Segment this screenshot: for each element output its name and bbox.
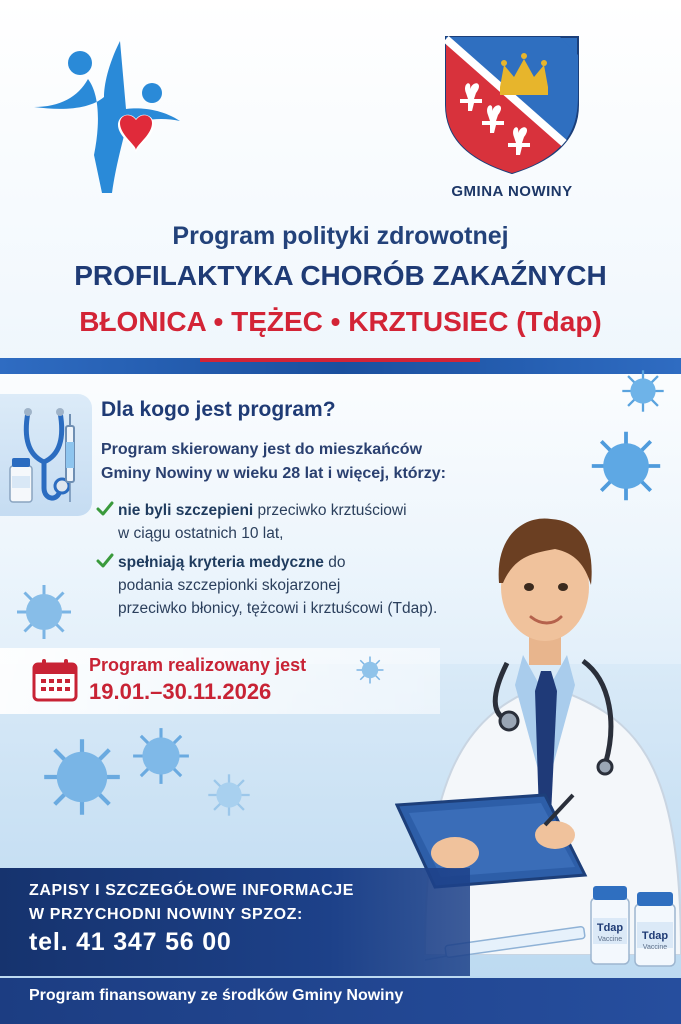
program-title: PROFILAKTYKA CHORÓB ZAKAŹNYCH [74, 260, 607, 291]
virus-icon [620, 368, 666, 414]
phone-number: tel. 41 347 56 00 [29, 928, 232, 956]
virus-icon [130, 725, 192, 787]
criteria-text: przeciwko krztuściowi [253, 502, 407, 519]
stethoscope-icon [4, 404, 90, 514]
vial-label: Tdap [641, 930, 669, 942]
divider-red-line [200, 358, 480, 362]
info-heading: Dla kogo jest program? [101, 398, 336, 421]
vial-sub: Vaccine [597, 936, 623, 943]
criteria-bold: spełniają kryteria medyczne [118, 554, 324, 571]
virus-icon [588, 428, 664, 504]
vial-icon [10, 458, 32, 502]
vial-label: Tdap [596, 922, 624, 934]
virus-icon [14, 582, 74, 642]
check-icon [96, 500, 114, 518]
virus-icon [355, 655, 385, 685]
virus-icon [40, 735, 124, 819]
criteria-text: do [323, 554, 346, 571]
contact-line2: W PRZYCHODNI NOWINY SPZOZ: [29, 906, 303, 923]
program-subtitle: Program polityki zdrowotnej [172, 222, 509, 250]
info-lead-line2: Gminy Nowiny w wieku 28 lat i więcej, którzy: [101, 465, 446, 482]
criteria-text: przeciwko błonicy, tężcowi i krztuścowi (Tdap). [118, 600, 438, 617]
info-lead-line1: Program skierowany jest do mieszkańców [101, 441, 423, 458]
virus-icon [206, 772, 252, 818]
criteria-text: podania szczepionki skojarzonej [118, 577, 341, 594]
criteria-text: w ciągu ostatnich 10 lat, [118, 525, 284, 542]
calendar-icon [32, 658, 78, 702]
vial-sub: Vaccine [642, 944, 668, 951]
date-label: Program realizowany jest [89, 655, 307, 675]
health-logo-icon [30, 35, 182, 195]
footer-text: Program finansowany ze środków Gminy Nowiny [29, 987, 404, 1004]
contact-line1: ZAPISY I SZCZEGÓŁOWE INFORMACJE [29, 882, 354, 899]
check-icon [96, 552, 114, 570]
criteria-bold: nie byli szczepieni [118, 502, 254, 519]
diseases-title: BŁONICA • TĘŻEC • KRZTUSIEC (Tdap) [79, 306, 602, 337]
vial-icon [635, 892, 675, 966]
coat-of-arms-icon [444, 35, 580, 175]
info-lead [101, 438, 531, 486]
date-range: 19.01.–30.11.2026 [89, 679, 272, 704]
gmina-name: GMINA NOWINY [451, 183, 573, 200]
